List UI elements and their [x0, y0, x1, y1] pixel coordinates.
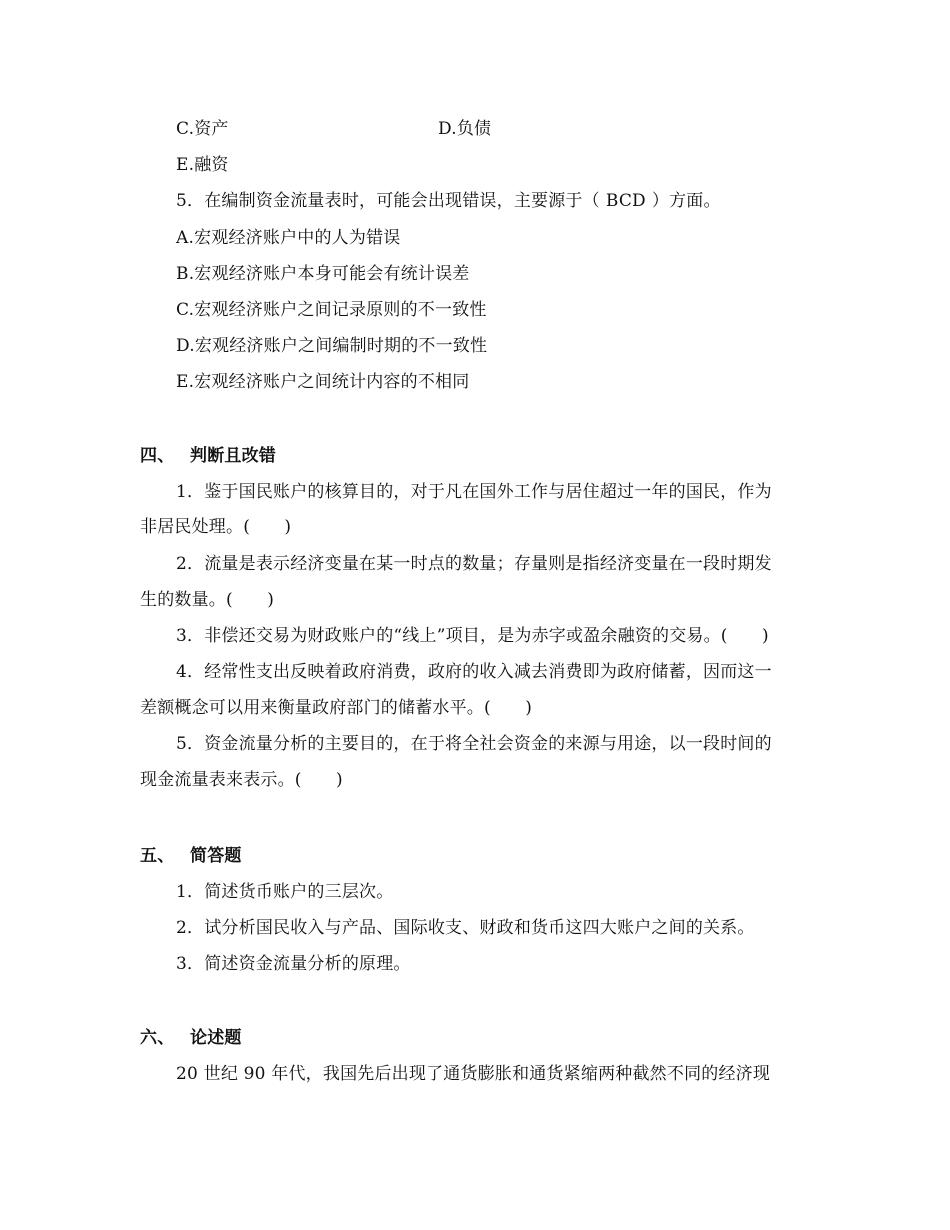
section4-heading	[140, 445, 276, 467]
section6-heading	[140, 1027, 242, 1049]
section4-number: 四、	[140, 446, 175, 466]
s4-item2-line1: 2．流量是表示经济变量在某一时点的数量；存量则是指经济变量在一段时期发	[176, 554, 772, 574]
section6-title: 论述题	[190, 1028, 242, 1048]
q5-option-e: E.宏观经济账户之间统计内容的不相同	[176, 372, 470, 392]
s4-item5-line2: 现金流量表来表示。( )	[140, 770, 343, 790]
section5-number: 五、	[140, 846, 175, 866]
q5-question	[176, 190, 721, 212]
s5-item2: 2．试分析国民收入与产品、国际收支、财政和货币这四大账户之间的关系。	[176, 918, 755, 938]
q5-option-c: C.宏观经济账户之间记录原则的不一致性	[176, 300, 487, 320]
section5-title: 简答题	[190, 846, 242, 866]
q5-question-prefix: 5．在编制资金流量表时，可能会出现错误，主要源于（	[176, 191, 600, 211]
s5-item1: 1．简述货币账户的三层次。	[176, 882, 394, 902]
q5-answer: BCD	[605, 191, 646, 211]
q5-question-suffix: ）方面。	[651, 191, 721, 211]
s4-item1-line2: 非居民处理。( )	[140, 517, 292, 537]
s6-text: 20 世纪 90 年代，我国先后出现了通货膨胀和通货紧缩两种截然不同的经济现	[176, 1064, 771, 1084]
s5-item3: 3．简述资金流量分析的原理。	[176, 954, 411, 974]
q5-option-a: A.宏观经济账户中的人为错误	[176, 228, 401, 248]
s4-item2-line2: 生的数量。( )	[140, 590, 275, 610]
s4-item5-line1: 5．资金流量分析的主要目的，在于将全社会资金的来源与用途，以一段时间的	[176, 734, 772, 754]
q5-option-d: D.宏观经济账户之间编制时期的不一致性	[176, 336, 488, 356]
q4-option-d: D.负债	[438, 119, 492, 139]
q4-option-e: E.融资	[176, 155, 229, 175]
section4-title: 判断且改错	[190, 446, 276, 466]
q5-option-b: B.宏观经济账户本身可能会有统计误差	[176, 264, 470, 284]
s4-item1-line1: 1．鉴于国民账户的核算目的，对于凡在国外工作与居住超过一年的国民，作为	[176, 482, 772, 502]
s4-item3-line1: 3．非偿还交易为财政账户的“线上”项目，是为赤字或盈余融资的交易。( )	[176, 626, 769, 646]
section6-number: 六、	[140, 1028, 175, 1048]
s4-item4-line1: 4．经常性支出反映着政府消费，政府的收入减去消费即为政府储蓄，因而这一	[176, 662, 772, 682]
q4-option-c: C.资产	[176, 119, 229, 139]
s4-item4-line2: 差额概念可以用来衡量政府部门的储蓄水平。( )	[140, 698, 533, 718]
section5-heading	[140, 845, 242, 867]
